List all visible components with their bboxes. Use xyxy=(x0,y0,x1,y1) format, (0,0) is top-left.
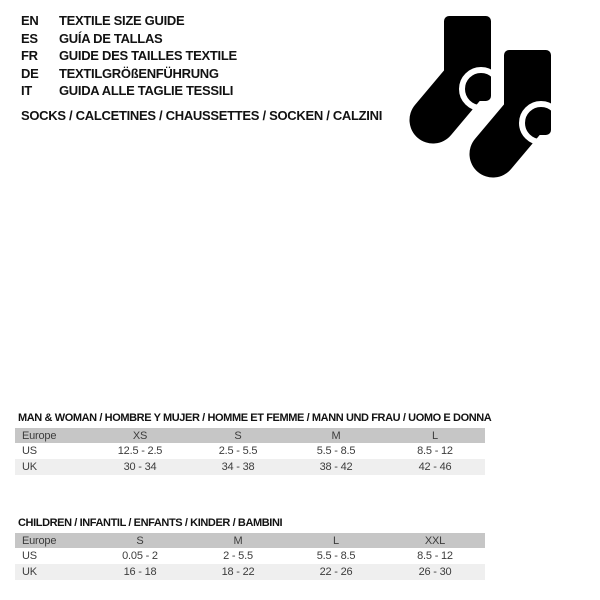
column-header-s: S xyxy=(136,534,144,547)
size-value: 5.5 - 8.5 xyxy=(316,550,356,562)
size-value: 2 - 5.5 xyxy=(223,550,253,562)
row-label: US xyxy=(22,550,37,562)
size-value: 2.5 - 5.5 xyxy=(218,445,258,457)
table-row-us xyxy=(15,548,485,564)
column-header-l: L xyxy=(333,534,339,547)
language-row-it xyxy=(21,82,237,100)
adult-size-table xyxy=(15,428,485,475)
column-header-s: S xyxy=(234,429,242,442)
table-header-row xyxy=(15,428,485,443)
column-header-europe: Europe xyxy=(22,534,57,547)
language-row-es xyxy=(21,30,237,48)
language-code: EN xyxy=(21,13,39,28)
children-table-title: CHILDREN / INFANTIL / ENFANTS / KINDER / BAMBINI xyxy=(18,517,283,529)
size-value: 30 - 34 xyxy=(123,461,157,473)
size-value: 8.5 - 12 xyxy=(417,550,453,562)
language-list xyxy=(21,12,237,100)
size-value: 22 - 26 xyxy=(319,566,353,578)
row-label: US xyxy=(22,445,37,457)
product-category-title: SOCKS / CALCETINES / CHAUSSETTES / SOCKEN / CALZINI xyxy=(21,108,383,123)
row-label: UK xyxy=(22,566,37,578)
adult-size-table-section xyxy=(15,412,492,475)
table-row-uk xyxy=(15,564,485,580)
adult-table-title: MAN & WOMAN / HOMBRE Y MUJER / HOMME ET FEMME / MANN UND FRAU / UOMO E DONNA xyxy=(18,412,492,424)
column-header-xxl: XXL xyxy=(424,534,446,547)
children-size-table xyxy=(15,533,485,580)
language-row-fr xyxy=(21,47,237,65)
language-row-de xyxy=(21,65,237,83)
size-value: 12.5 - 2.5 xyxy=(117,445,163,457)
size-value: 18 - 22 xyxy=(221,566,255,578)
column-header-m: M xyxy=(331,429,341,442)
table-row-uk xyxy=(15,459,485,475)
language-code: FR xyxy=(21,48,38,63)
column-header-l: L xyxy=(432,429,438,442)
table-header-row xyxy=(15,533,485,548)
size-value: 5.5 - 8.5 xyxy=(316,445,356,457)
language-guide-title: TEXTILGRÖßENFÜHRUNG xyxy=(59,65,219,81)
language-guide-title: GUÍA DE TALLAS xyxy=(59,30,163,46)
socks-icon xyxy=(405,8,595,193)
size-value: 8.5 - 12 xyxy=(417,445,453,457)
size-value: 26 - 30 xyxy=(418,566,452,578)
language-row-en xyxy=(21,12,237,30)
children-size-table-section xyxy=(15,517,485,580)
language-code: DE xyxy=(21,65,39,81)
column-header-m: M xyxy=(233,534,243,547)
size-value: 42 - 46 xyxy=(418,461,452,473)
size-value: 38 - 42 xyxy=(319,461,353,473)
language-guide-title: TEXTILE SIZE GUIDE xyxy=(59,13,185,28)
column-header-xs: XS xyxy=(132,429,148,442)
table-row-us xyxy=(15,443,485,459)
language-code: ES xyxy=(21,30,38,46)
size-value: 16 - 18 xyxy=(123,566,157,578)
column-header-europe: Europe xyxy=(22,429,57,442)
size-value: 34 - 38 xyxy=(221,461,255,473)
language-guide-title: GUIDE DES TAILLES TEXTILE xyxy=(59,48,237,63)
size-value: 0.05 - 2 xyxy=(122,550,158,562)
row-label: UK xyxy=(22,461,37,473)
language-code: IT xyxy=(21,83,32,98)
language-guide-title: GUIDA ALLE TAGLIE TESSILI xyxy=(59,83,234,98)
